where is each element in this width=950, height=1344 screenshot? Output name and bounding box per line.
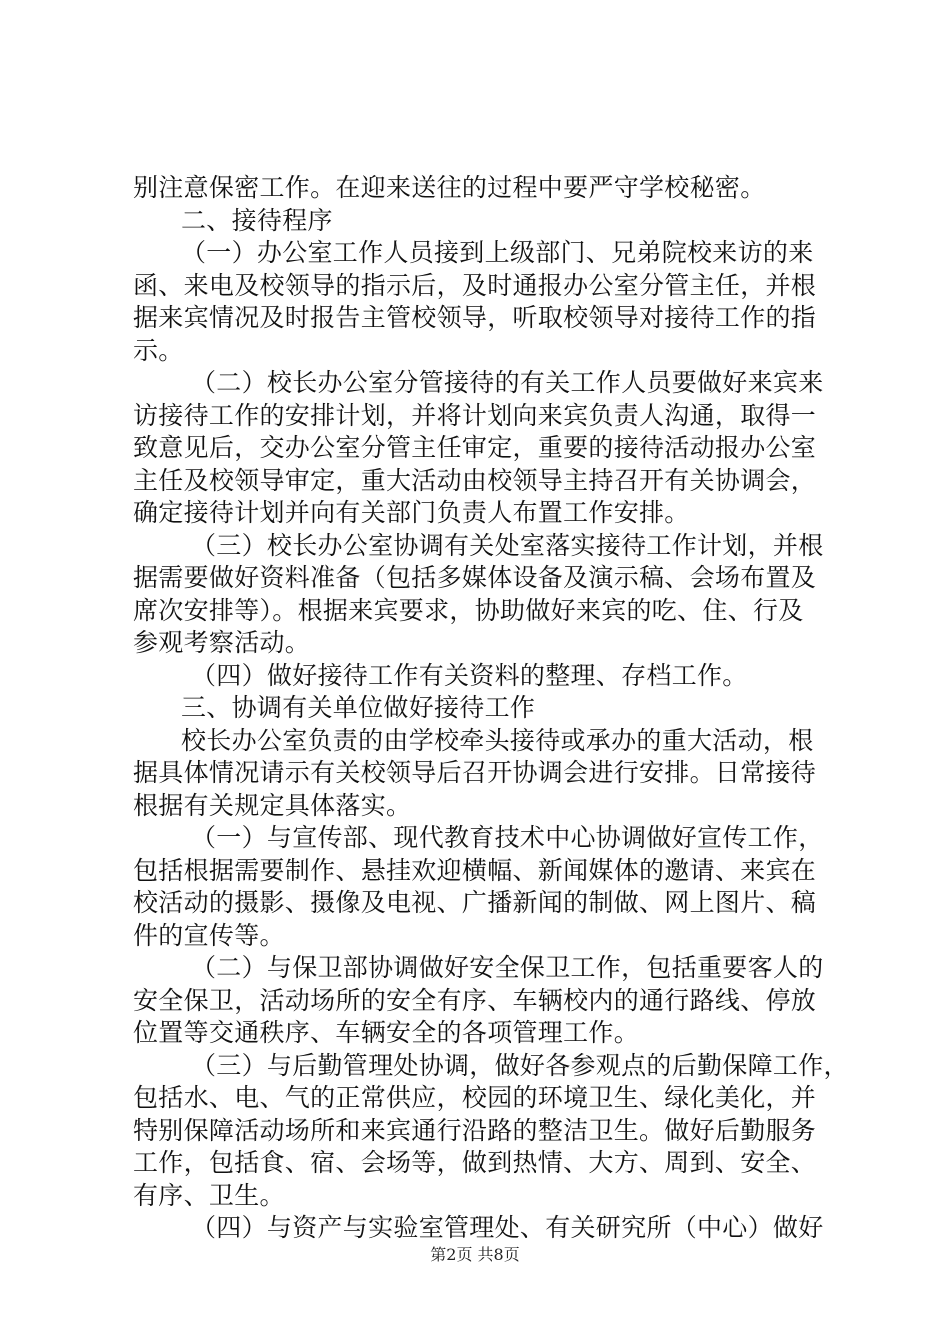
text-line: （二）校长办公室分管接待的有关工作人员要做好来宾来 xyxy=(191,368,824,397)
text-line: 席次安排等）。根据来宾要求，协助做好来宾的吃、住、行及 xyxy=(133,595,804,625)
text-line: 据需要做好资料准备（包括多媒体设备及演示稿、会场布置及 xyxy=(133,563,817,592)
document-body xyxy=(133,172,849,1245)
text-line: 主任及校领导审定，重大活动由校领导主持召开有关协调会， xyxy=(133,465,817,495)
text-line: 校长办公室负责的由学校牵头接待或承办的重大活动，根 xyxy=(181,725,814,755)
text-line: 有序、卫生。 xyxy=(133,1180,285,1210)
section-heading: 二、接待程序 xyxy=(181,205,333,235)
text-line: 位置等交通秩序、车辆安全的各项管理工作。 xyxy=(133,1018,640,1047)
text-line: 确定接待计划并向有关部门负责人布置工作安排。 xyxy=(133,498,690,527)
text-line: （四）做好接待工作有关资料的整理、存档工作。 xyxy=(191,660,748,690)
text-line: （三）校长办公室协调有关处室落实接待工作计划，并根 xyxy=(191,530,824,560)
text-line: 特别保障活动场所和来宾通行沿路的整洁卫生。做好后勤服务 xyxy=(133,1115,817,1145)
text-line: 别注意保密工作。在迎来送往的过程中要严守学校秘密。 xyxy=(133,173,766,202)
text-line: 工作，包括食、宿、会场等，做到热情、大方、周到、安全、 xyxy=(133,1148,817,1177)
text-line: （一）与宣传部、现代教育技术中心协调做好宣传工作， xyxy=(191,823,824,852)
text-line: 函、来电及校领导的指示后，及时通报办公室分管主任，并根 xyxy=(133,270,817,300)
text-line: 包括水、电、气的正常供应，校园的环境卫生、绿化美化，并 xyxy=(133,1083,817,1112)
text-line: 校活动的摄影、摄像及电视、广播新闻的制做、网上图片、稿 xyxy=(133,888,817,917)
text-line: （三）与后勤管理处协调，做好各参观点的后勤保障工作， xyxy=(191,1050,849,1080)
text-line: 根据有关规定具体落实。 xyxy=(133,790,412,820)
text-line: （二）与保卫部协调做好安全保卫工作，包括重要客人的 xyxy=(191,953,824,982)
text-line: 示。 xyxy=(133,335,184,365)
text-line: 安全保卫，活动场所的安全有序、车辆校内的通行路线、停放 xyxy=(133,985,817,1015)
page-number-footer: 第2页 共8页 xyxy=(430,1245,520,1264)
text-line: 访接待工作的安排计划，并将计划向来宾负责人沟通，取得一 xyxy=(133,400,817,430)
section-heading: 三、协调有关单位做好接待工作 xyxy=(181,693,536,722)
text-line: （四）与资产与实验室管理处、有关研究所（中心）做好 xyxy=(191,1213,824,1242)
text-line: 据来宾情况及时报告主管校领导，听取校领导对接待工作的指 xyxy=(133,303,817,332)
text-line: 件的宣传等。 xyxy=(133,920,285,950)
text-line: 致意见后，交办公室分管主任审定，重要的接待活动报办公室 xyxy=(133,433,817,462)
text-line: （一）办公室工作人员接到上级部门、兄弟院校来访的来 xyxy=(181,238,814,267)
text-line: 参观考察活动。 xyxy=(133,628,311,657)
text-line: 据具体情况请示有关校领导后召开协调会进行安排。日常接待 xyxy=(133,758,817,787)
text-line: 包括根据需要制作、悬挂欢迎横幅、新闻媒体的邀请、来宾在 xyxy=(133,855,817,885)
